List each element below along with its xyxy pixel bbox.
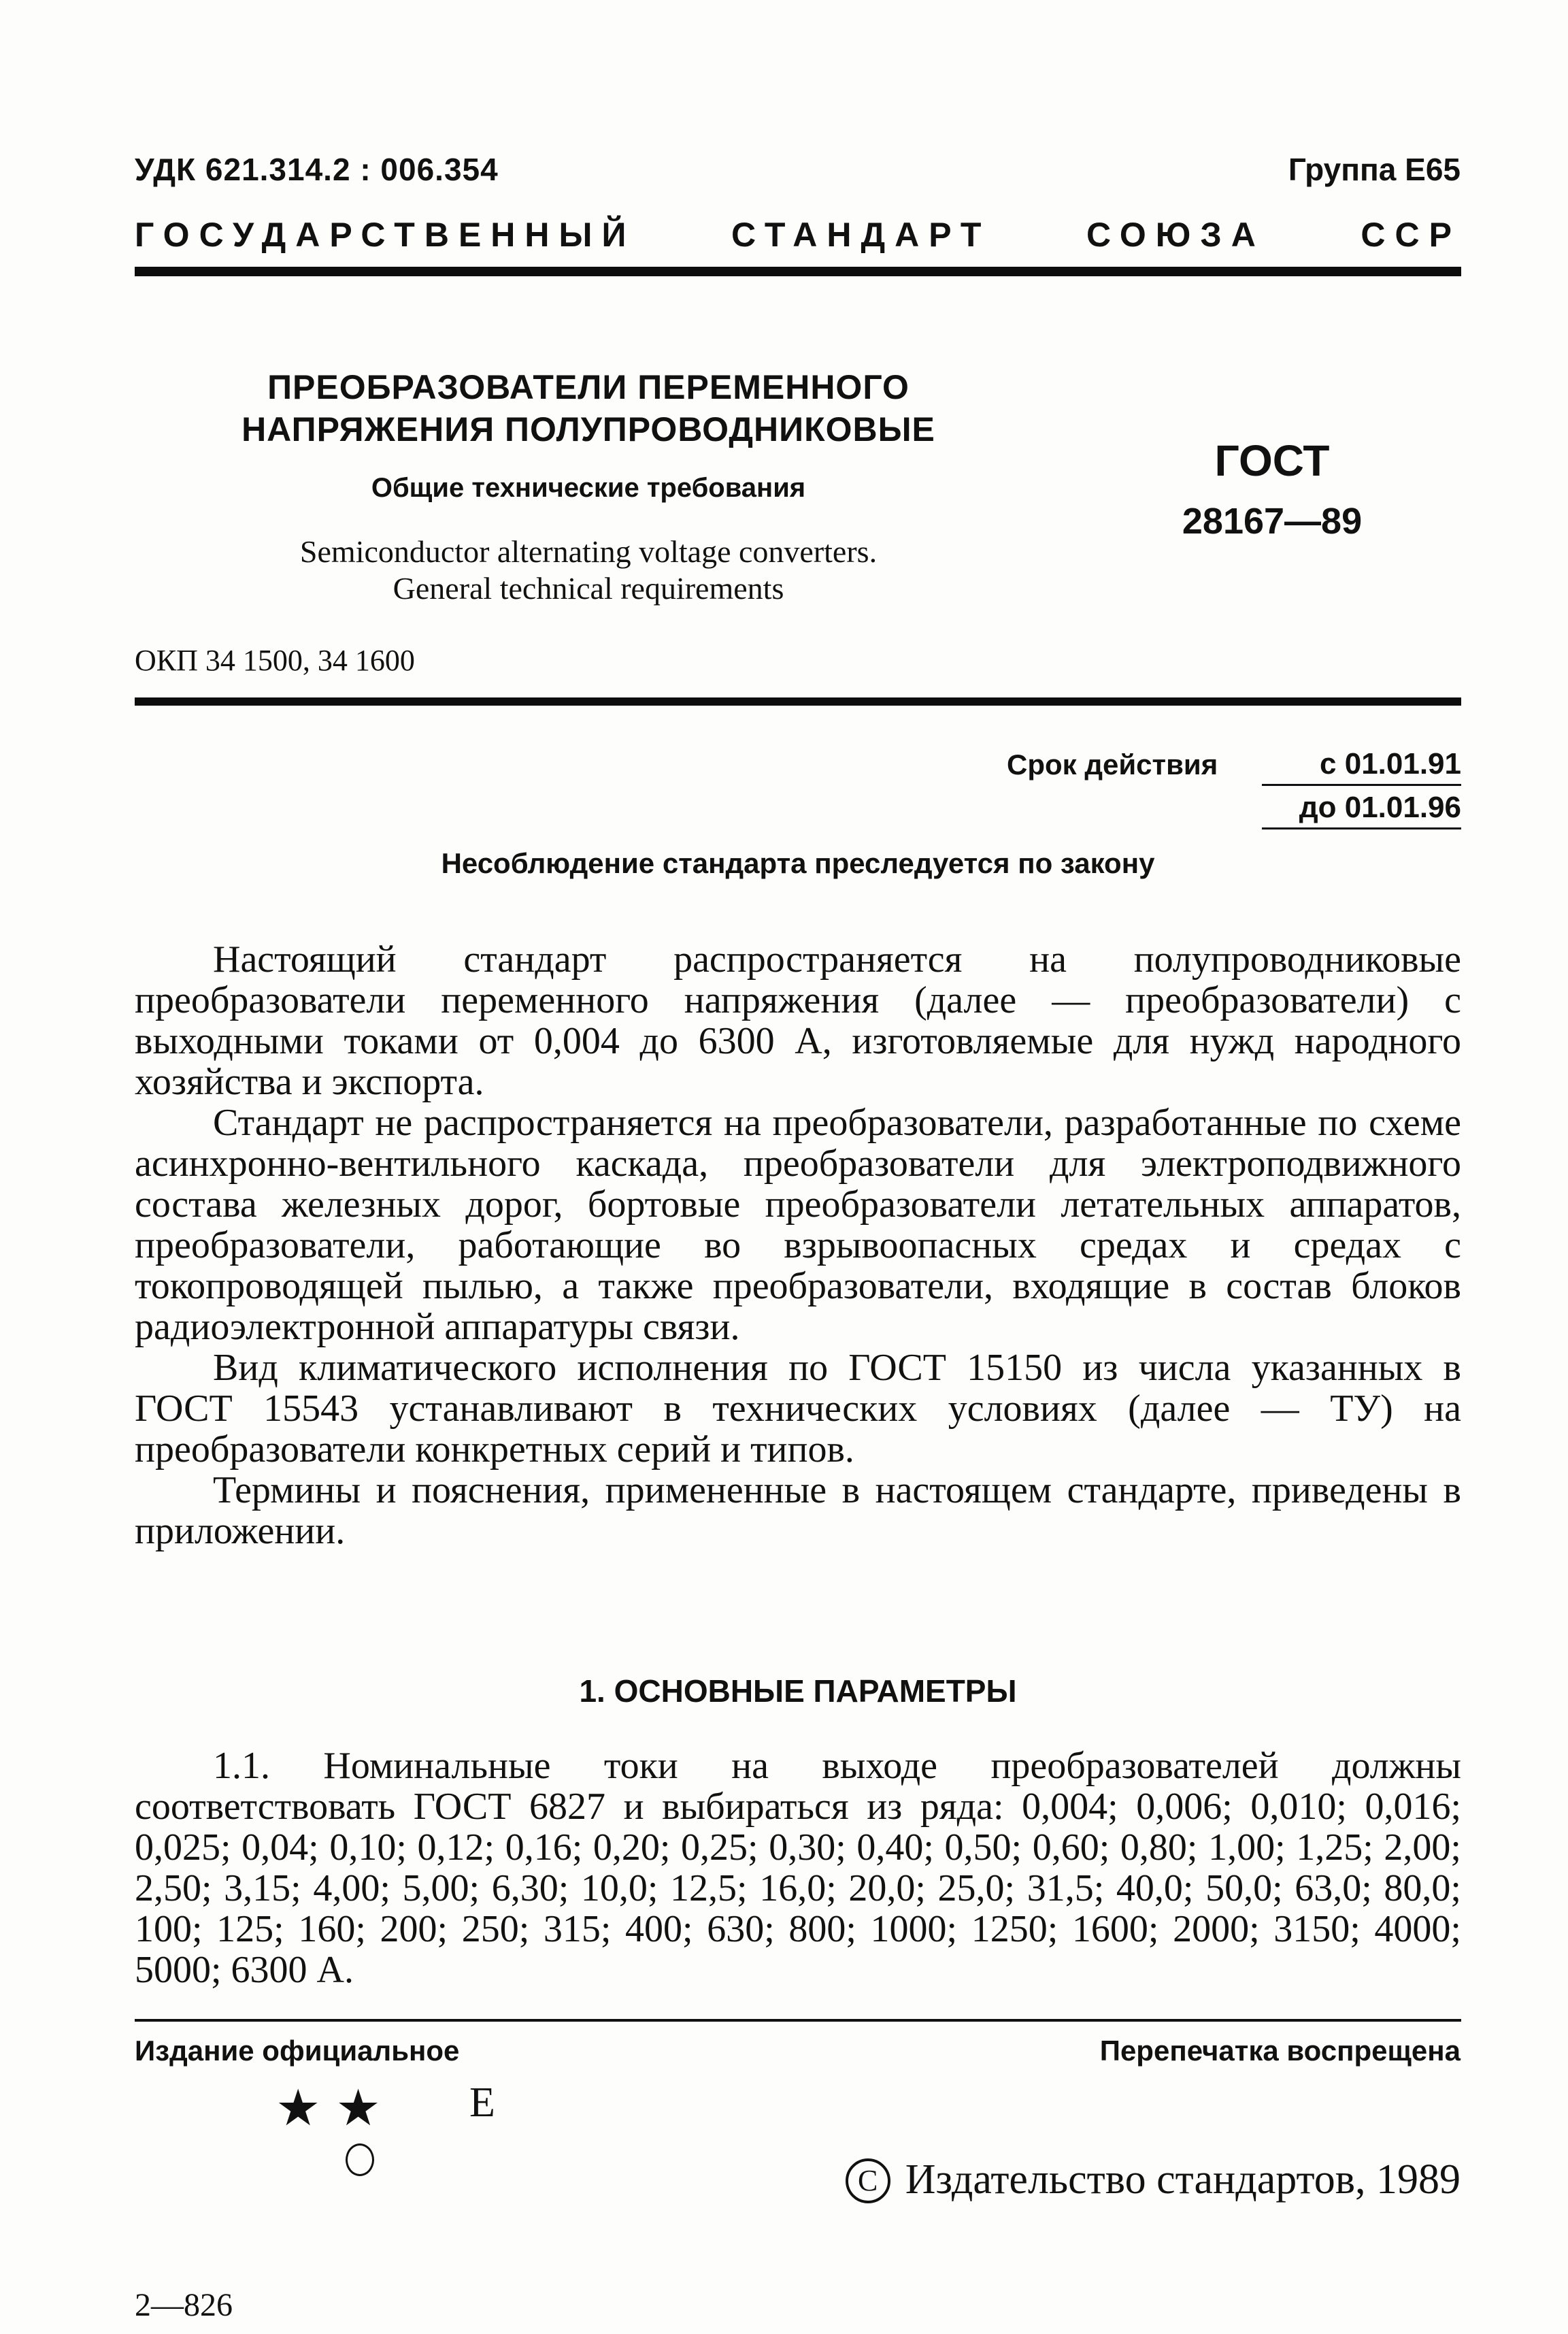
udk-code: УДК 621.314.2 : 006.354 <box>135 152 499 187</box>
clause-1-1: 1.1. Номинальные токи на выходе преобразователей должны соответствовать ГОСТ 6827 и выбираться из ряда: 0,004; 0,006; 0,010; 0,016; 0,025; 0,04; 0,10; 0,12; 0,16; 0,20; 0,25; 0,30; 0,40; 0,50; 0,60; 0,80; 1,00; 1,25; 2,00; 2,50; 3,15; 4,00; 5,00; 6,30; 10,0; 12,5; 16,0; 20,0; 25,0; 31,5; 40,0; 50,0; 63,0; 80,0; 100; 125; 160; 200; 250; 315; 400; 630; 800; 1000; 1250; 1600; 2000; 3150; 4000; 5000; 6300 А. <box>135 1745 1461 1991</box>
english-title-line-1: Semiconductor alternating voltage converters. <box>299 534 878 569</box>
title-line-2: НАПРЯЖЕНИЯ ПОЛУПРОВОДНИКОВЫЕ <box>241 410 935 448</box>
circle-icon <box>346 2143 374 2176</box>
gost-number: 28167—89 <box>1182 501 1363 542</box>
subtitle: Общие технические требования <box>371 473 806 503</box>
english-title-line-2: General technical requirements <box>393 571 784 606</box>
validity-to: до 01.01.96 <box>1262 791 1461 829</box>
header-rule <box>135 267 1461 276</box>
gost-label: ГОСТ <box>1214 436 1330 485</box>
okp-rule <box>135 697 1461 706</box>
paragraph: Настоящий стандарт распространяется на полупроводниковые преобразователи переменного напряжения (далее — преобразователи) с выходными токами от 0,004 до 6300 А, изготовляемые для нужд народного хозяйства и экспорта. <box>135 938 1461 1103</box>
section-heading: 1. ОСНОВНЫЕ ПАРАМЕТРЫ <box>579 1673 1017 1709</box>
print-code: 2—826 <box>135 2287 233 2323</box>
paragraph: Стандарт не распространяется на преобразователи, разработанные по схеме асинхронно-вентильного каскада, преобразователи для электроподвижного состава железных дорог, бортовые преобразователи летательных аппаратов, преобразователи, работающие во взрывоопасных средах и средах с токопроводящей пылью, а также преобразователи, входящие в состав блоков радиоэлектронной аппаратуры связи. <box>135 1102 1461 1348</box>
intro-text <box>135 939 1461 1551</box>
star-icon: ★★ <box>276 2081 396 2137</box>
mark-e: Е <box>469 2080 495 2126</box>
paragraph: Термины и пояснения, примененные в настоящем стандарте, приведены в приложении. <box>135 1469 1461 1552</box>
state-standard-banner: ГОСУДАРСТВЕННЫЙ СТАНДАРТ СОЮЗА ССР <box>135 216 1461 254</box>
legal-warning: Несоблюдение стандарта преследуется по закону <box>441 847 1155 879</box>
copyright-icon: C <box>846 2158 890 2203</box>
reprint-prohibited: Перепечатка воспрещена <box>1099 2035 1461 2067</box>
footer-rule <box>135 2019 1461 2022</box>
group-code: Группа Е65 <box>1288 152 1461 187</box>
official-edition: Издание официальное <box>135 2035 460 2067</box>
clause-text <box>135 1745 1461 1990</box>
paragraph: Вид климатического исполнения по ГОСТ 15150 из числа указанных в ГОСТ 15543 устанавливают в технических условиях (далее — ТУ) на преобразователи конкретных серий и типов. <box>135 1347 1461 1470</box>
okp-code: ОКП 34 1500, 34 1600 <box>135 644 415 677</box>
copyright-text: Издательство стандартов, 1989 <box>905 2156 1461 2203</box>
validity-label: Срок действия <box>1007 749 1218 780</box>
title-line-1: ПРЕОБРАЗОВАТЕЛИ ПЕРЕМЕННОГО <box>267 368 910 406</box>
copyright-line <box>846 2156 1461 2204</box>
validity-from: с 01.01.91 <box>1262 747 1461 786</box>
